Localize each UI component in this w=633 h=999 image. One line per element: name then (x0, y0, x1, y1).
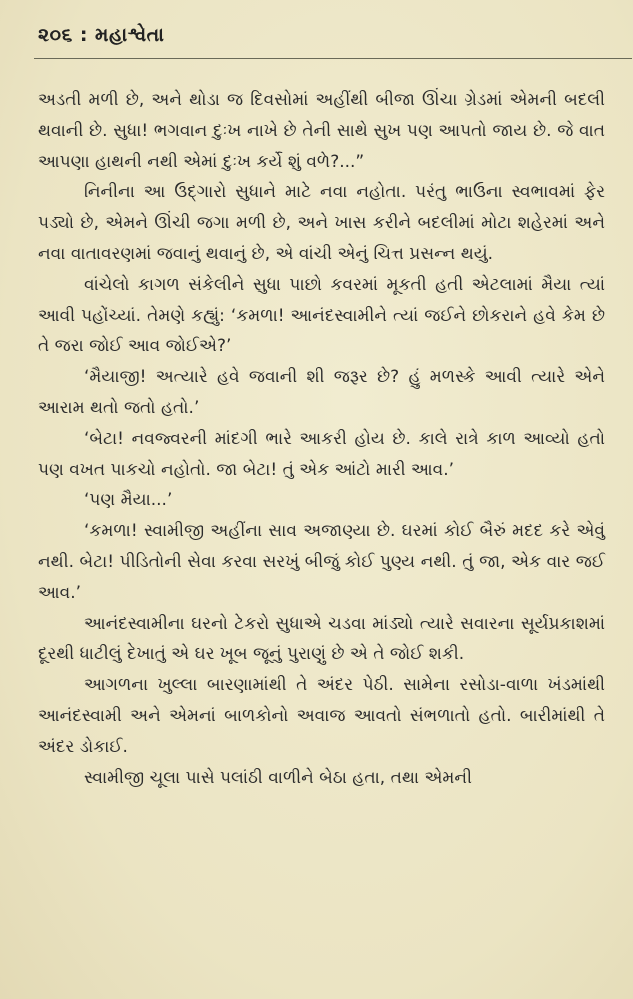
paragraph: અડતી મળી છે, અને થોડા જ દિવસોમાં અહીંથી બીજા ઊંચા ગ્રેડમાં એમની બદલી થવાની છે. સુધા! ભગવાન દુઃખ નાખે છે તેની સાથે સુખ પણ આપતો જાય છે. જે વાત આપણા હાથની નથી એમાં દુઃખ કર્યે શું વળે?...” (38, 90, 605, 172)
running-head: ૨૦૬ : મહાશ્વેતા (38, 24, 165, 46)
paragraph: ‘કમળા! સ્વામીજી અહીંના સાવ અજાણ્યા છે. ઘરમાં કોઈ બૈરું મદદ કરે એવું નથી. બેટા! પીડિતોની સેવા કરવા સરખું બીજું કોઈ પુણ્ય નથી. તું જા, એક વાર જઈ આવ.’ (38, 521, 605, 603)
paragraph: ‘બેટા! નવજ્વરની માંદગી ભારે આકરી હોય છે. કાલે રાત્રે કાળ આવ્યો હતો પણ વખત પાકચો નહોતો. જા બેટા! તું એક આંટો મારી આવ.’ (38, 428, 605, 480)
header-rule (34, 58, 632, 59)
paragraph: વાંચેલો કાગળ સંકેલીને સુધા પાછો કવરમાં મૂકતી હતી એટલામાં મૈયા ત્યાં આવી પહોંચ્યાં. તેમણે કહ્યું: ‘કમળા! આનંદસ્વામીને ત્યાં જઈને છોકરાને હવે કેમ છે તે જરા જોઈ આવ જોઈએ?’ (38, 274, 605, 357)
paragraph: આનંદસ્વામીના ઘરનો ટેકરો સુધાએ ચડવા માંડ્યો ત્યારે સવારના સૂર્યપ્રકાશમાં દૂરથી ધાટીલું દેખાતું એ ઘર ખૂબ જૂનું પુરાણું છે એ તે જોઈ શકી. (38, 613, 605, 665)
paragraph: સ્વામીજી ચૂલા પાસે પલાંઠી વાળીને બેઠા હતા, તથા એમની (84, 767, 472, 788)
paragraph: આગળના ખુલ્લા બારણામાંથી તે અંદર પેઠી. સામેના રસોડા-વાળા ખંડમાંથી આનંદસ્વામી અને એમનાં બાળકોનો અવાજ આવતો સંભળાતો હતો. બારીમાંથી તે અંદર ડોકાઈ. (38, 675, 605, 757)
paragraph: નિનીના આ ઉદ્‌ગારો સુધાને માટે નવા નહોતા. પરંતુ ભાઉના સ્વભાવમાં ફેર પડ્યો છે, એમને ઊંચી જગા મળી છે, અને ખાસ કરીને બદલીમાં મોટા શહેરમાં અને નવા વાતાવરણમાં જવાનું થવાનું છે, એ વાંચી એનું ચિત્ત પ્રસન્ન થયું. (38, 182, 605, 264)
paragraph: ‘પણ મૈયા...’ (84, 490, 173, 511)
paragraph: ‘મૈયાજી! અત્યારે હવે જવાની શી જરૂર છે? હું મળસ્કે આવી ત્યારે એને આરામ થતો જતો હતો.’ (38, 367, 605, 418)
body-text (38, 85, 605, 793)
